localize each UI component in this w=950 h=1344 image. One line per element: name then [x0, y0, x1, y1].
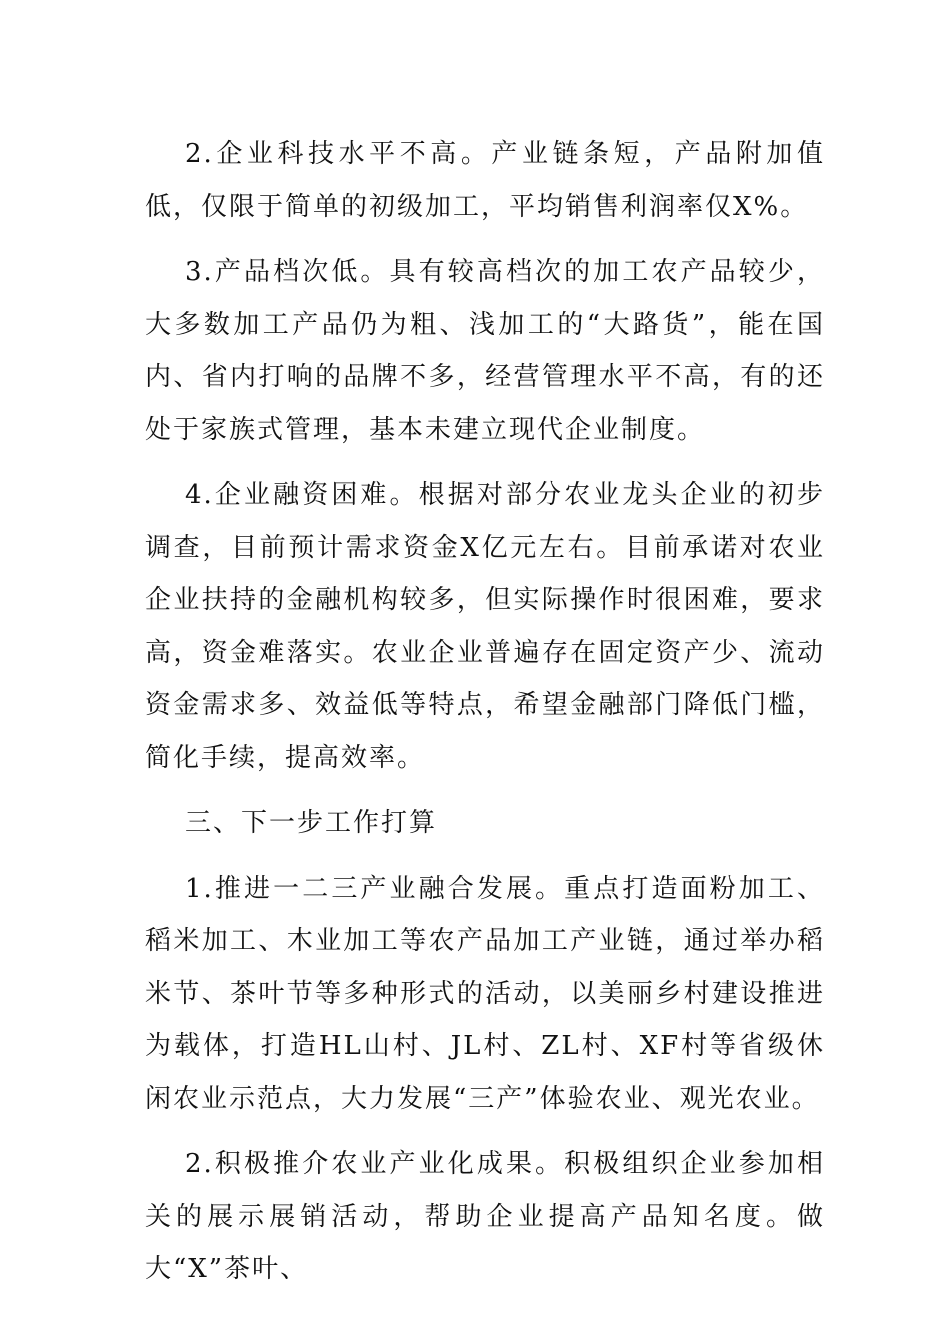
paragraph-financing: 4.企业融资困难。根据对部分农业龙头企业的初步调查，目前预计需求资金X亿元左右。目前承诺对农业企业扶持的金融机构较多，但实际操作时很困难，要求高，资金难落实。农业企业普遍存在固定资产少、流动资金需求多、效益低等特点，希望金融部门降低门槛，简化手续，提高效率。	[145, 480, 825, 773]
section-heading-next-steps: 三、下一步工作打算	[185, 808, 438, 838]
paragraph-product-grade: 3.产品档次低。具有较高档次的加工农产品较少，大多数加工产品仍为粗、浅加工的“大路货”，能在国内、省内打响的品牌不多，经营管理水平不高，有的还处于家族式管理，基本未建立现代企业制度。	[145, 257, 825, 445]
paragraph-industry-integration: 1.推进一二三产业融合发展。重点打造面粉加工、稻米加工、木业加工等农产品加工产业链，通过举办稻米节、茶叶节等多种形式的活动，以美丽乡村建设推进为载体，打造HL山村、JL村、ZL村、XF村等省级休闲农业示范点，大力发展“三产”体验农业、观光农业。	[145, 873, 825, 1114]
paragraph-promotion: 2.积极推介农业产业化成果。积极组织企业参加相关的展示展销活动，帮助企业提高产品知名度。做大“X”茶叶、	[145, 1149, 825, 1284]
paragraph-tech-level: 2.企业科技水平不高。产业链条短，产品附加值低，仅限于简单的初级加工，平均销售利润率仅X%。	[145, 139, 825, 222]
document-body	[145, 128, 825, 1309]
